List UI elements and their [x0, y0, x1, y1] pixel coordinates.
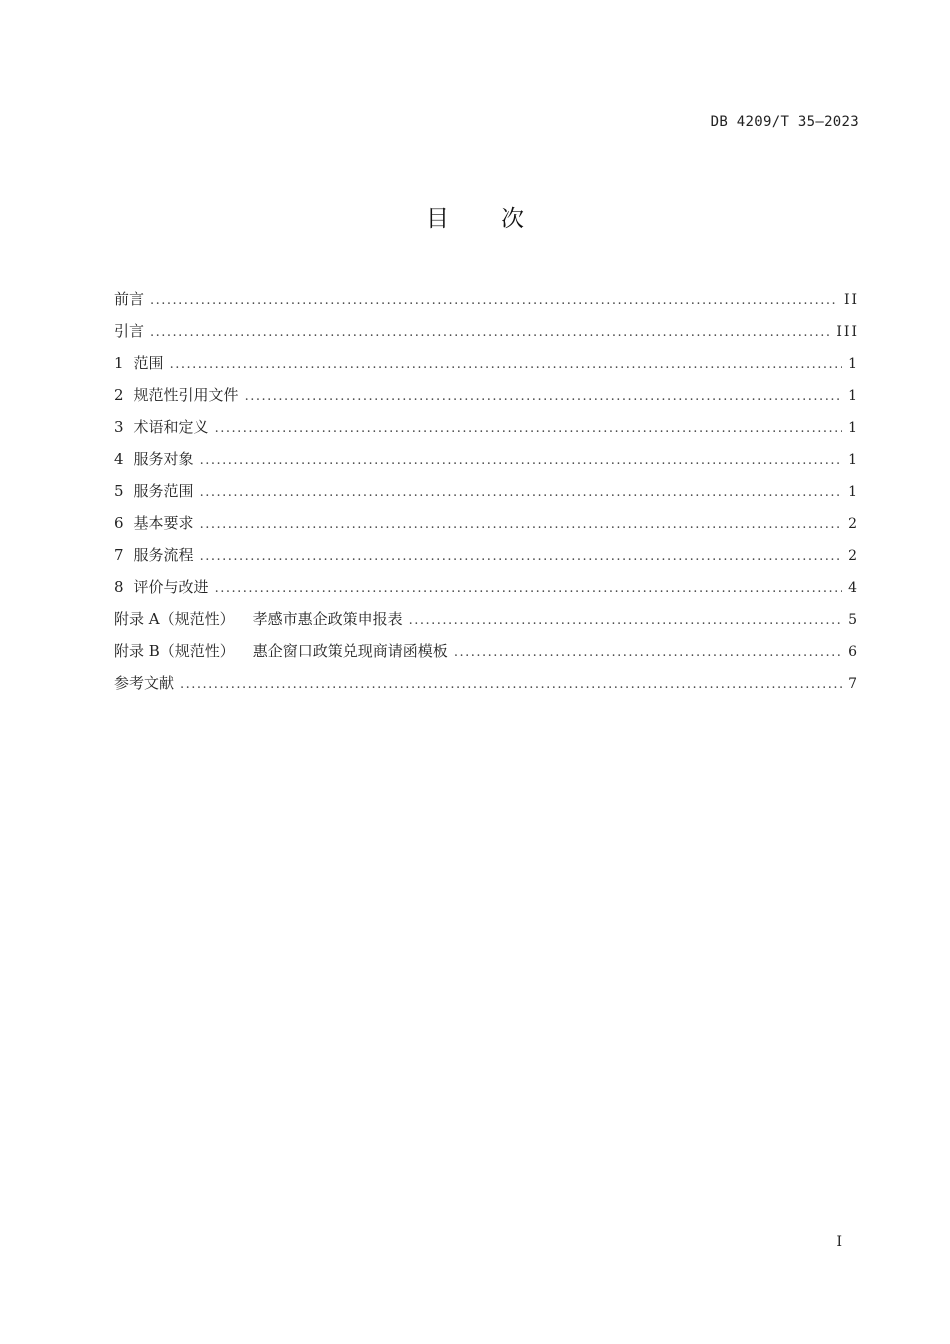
entry-title: 前言 [114, 290, 145, 308]
page-title-part2: 次 [501, 206, 524, 232]
entry-page: III [836, 324, 859, 340]
table-of-contents [114, 286, 859, 702]
toc-entry-service-scope[interactable] [114, 478, 859, 510]
entry-number: 6 [114, 514, 124, 532]
entry-title: 服务流程 [133, 546, 194, 564]
entry-number: 8 [114, 578, 124, 596]
document-code: DB 4209/T 35—2023 [710, 114, 859, 130]
dot-leader [409, 608, 842, 634]
toc-entry-evaluation-improvement[interactable] [114, 574, 859, 606]
entry-page: 7 [848, 676, 859, 692]
entry-page: 1 [848, 484, 859, 500]
entry-title: 孝感市惠企政策申报表 [252, 610, 403, 628]
page-title-part1: 目 [426, 206, 449, 232]
toc-entry-appendix-b[interactable] [114, 638, 859, 670]
toc-entry-terms-definitions[interactable] [114, 414, 859, 446]
entry-title: 术语和定义 [133, 418, 209, 436]
entry-page: 2 [848, 548, 859, 564]
entry-number: 2 [114, 386, 124, 404]
dot-leader [180, 672, 842, 698]
dot-leader [150, 288, 838, 314]
entry-number: 7 [114, 546, 124, 564]
dot-leader [200, 448, 843, 474]
dot-leader [215, 416, 843, 442]
entry-title: 惠企窗口政策兑现商请函模板 [252, 642, 448, 660]
toc-entry-introduction[interactable] [114, 318, 859, 350]
entry-title: 服务对象 [133, 450, 194, 468]
toc-entry-service-targets[interactable] [114, 446, 859, 478]
dot-leader [245, 384, 843, 410]
toc-entry-bibliography[interactable] [114, 670, 859, 702]
entry-page: 1 [848, 388, 859, 404]
dot-leader [215, 576, 843, 602]
toc-entry-basic-requirements[interactable] [114, 510, 859, 542]
entry-page: 5 [848, 612, 859, 628]
dot-leader [200, 512, 843, 538]
entry-number: 5 [114, 482, 124, 500]
entry-title: 参考文献 [114, 674, 175, 692]
entry-page: II [843, 292, 859, 308]
toc-entry-appendix-a[interactable] [114, 606, 859, 638]
entry-title: 规范性引用文件 [133, 386, 239, 404]
entry-page: 4 [848, 580, 859, 596]
dot-leader [200, 480, 843, 506]
entry-page: 6 [848, 644, 859, 660]
entry-page: 1 [848, 452, 859, 468]
entry-title: 范围 [133, 354, 164, 372]
toc-entry-foreword[interactable] [114, 286, 859, 318]
toc-entry-service-process[interactable] [114, 542, 859, 574]
entry-number: 1 [114, 354, 124, 372]
entry-title: 评价与改进 [133, 578, 209, 596]
dot-leader [150, 320, 830, 346]
entry-prefix: 附录 B（规范性） [114, 642, 235, 660]
entry-title: 基本要求 [133, 514, 194, 532]
dot-leader [454, 640, 842, 666]
entry-number: 4 [114, 450, 124, 468]
entry-number: 3 [114, 418, 124, 436]
toc-entry-normative-references[interactable] [114, 382, 859, 414]
entry-prefix: 附录 A（规范性） [114, 610, 235, 628]
entry-page: 1 [848, 420, 859, 436]
dot-leader [170, 352, 843, 378]
entry-title: 引言 [114, 322, 145, 340]
page-title [0, 200, 950, 233]
dot-leader [200, 544, 843, 570]
entry-title: 服务范围 [133, 482, 194, 500]
toc-entry-scope[interactable] [114, 350, 859, 382]
entry-page: 1 [848, 356, 859, 372]
entry-page: 2 [848, 516, 859, 532]
page-number: I [836, 1234, 842, 1250]
